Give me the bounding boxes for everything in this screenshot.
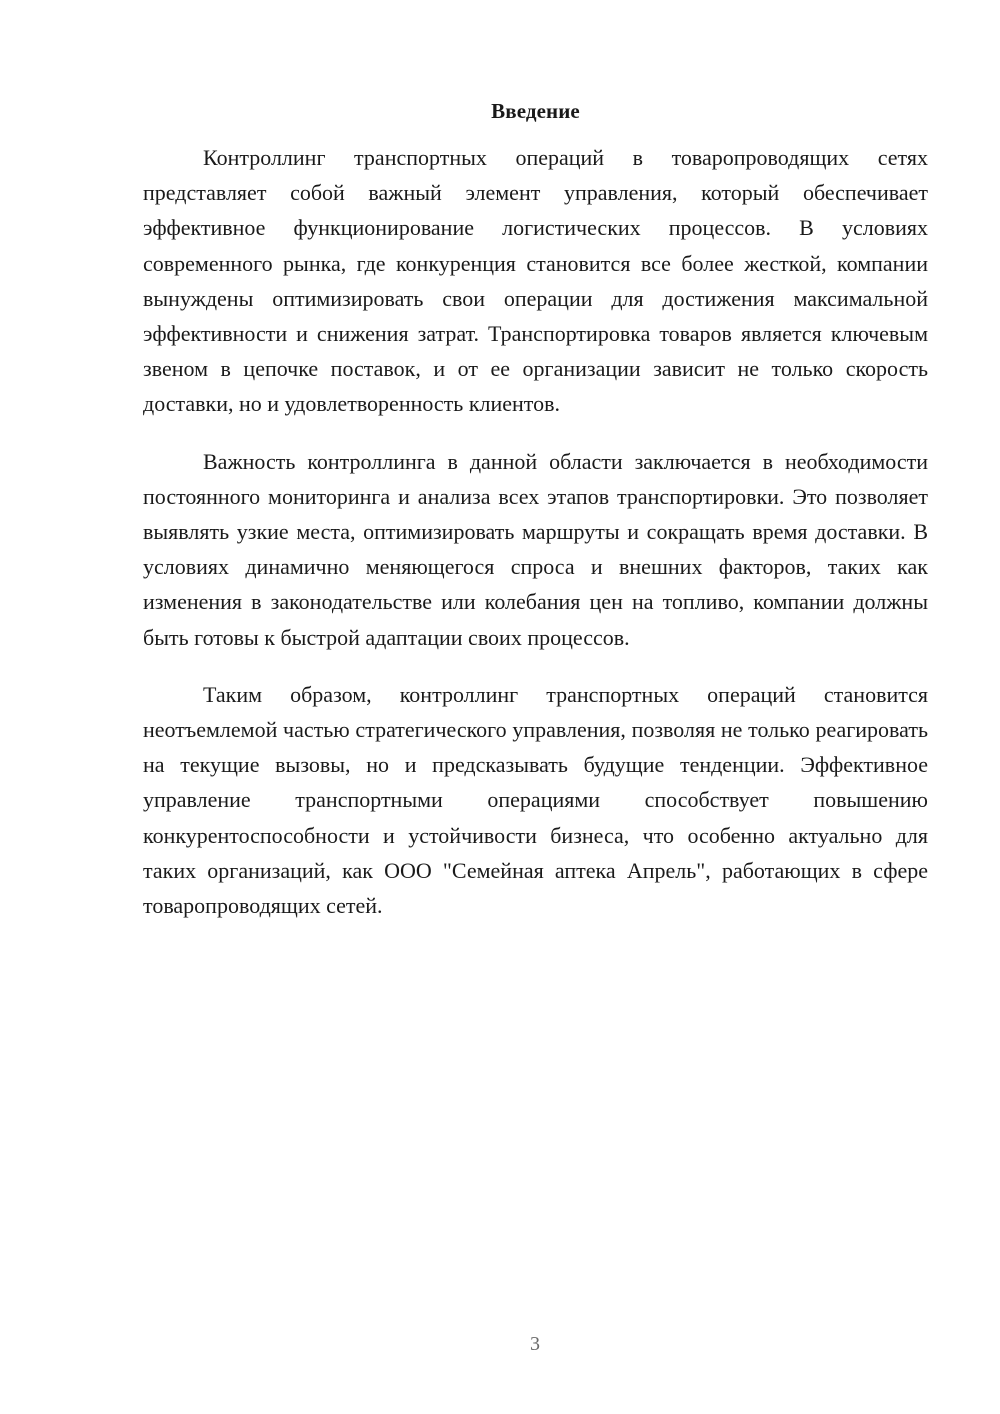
page-number: 3: [530, 1333, 540, 1355]
paragraph-1: Контроллинг транспортных операций в товаропроводящих сетях представляет собой важный элемент управления, который обеспечивает эффективное функционирование логистических процессов. В условиях современного рынка, где конкуренция становится все более жесткой, компании вынуждены оптимизировать свои операции для достижения максимальной эффективности и снижения затрат. Транспортировка товаров является ключевым звеном в цепочке поставок, и от ее организации зависит не только скорость доставки, но и удовлетворенность клиентов.: [143, 145, 928, 417]
section-heading: Введение: [491, 99, 580, 123]
paragraph-3: Таким образом, контроллинг транспортных операций становится неотъемлемой частью стратегического управления, позволяя не только реагировать на текущие вызовы, но и предсказывать будущие тенденции. Эффективное управление транспортными операциями способствует повышению конкурентоспособности и устойчивости бизнеса, что особенно актуально для таких организаций, как ООО "Семейная аптека Апрель", работающих в сфере товаропроводящих сетей.: [143, 681, 928, 919]
paragraph-2: Важность контроллинга в данной области заключается в необходимости постоянного мониторинга и анализа всех этапов транспортировки. Это позволяет выявлять узкие места, оптимизировать маршруты и сокращать время доставки. В условиях динамично меняющегося спроса и внешних факторов, таких как изменения в законодательстве или колебания цен на топливо, компании должны быть готовы к быстрой адаптации своих процессов.: [143, 448, 928, 650]
page-content: [143, 96, 928, 945]
